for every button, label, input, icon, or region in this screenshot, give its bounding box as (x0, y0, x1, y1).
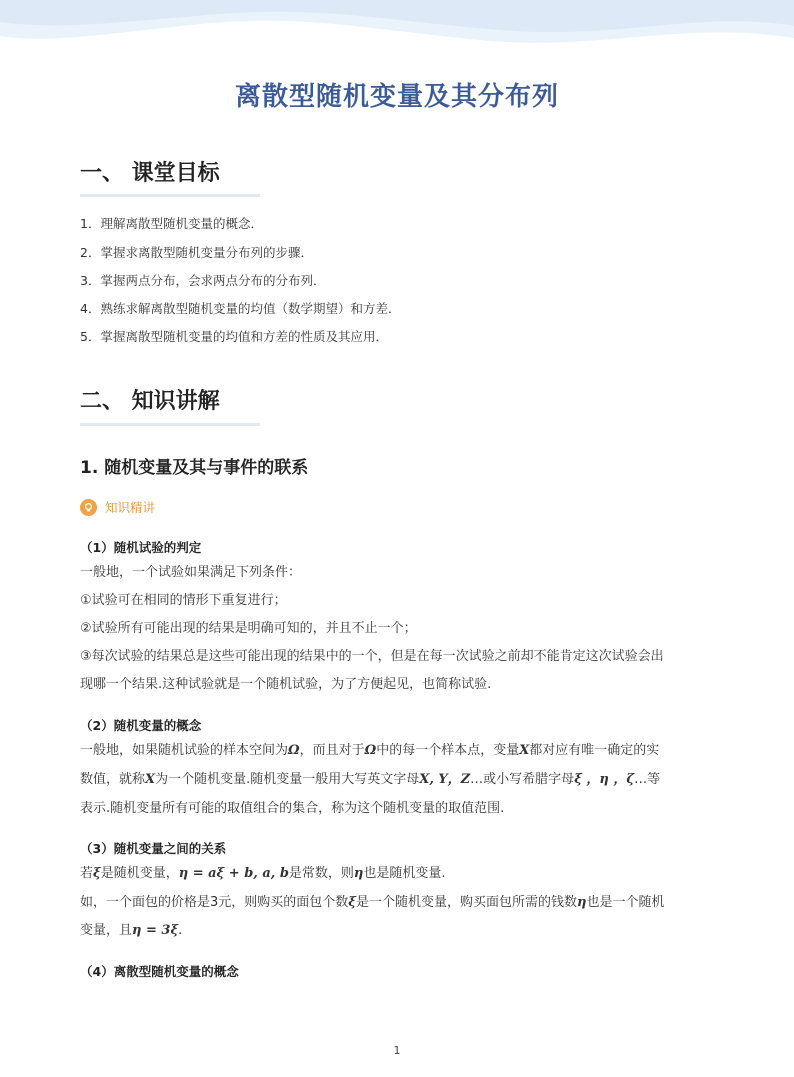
body-line: 若ξ是随机变量，η = aξ + b, a, b是常数，则η也是随机变量. (80, 866, 446, 881)
body-line: ①试验可在相同的情形下重复进行； (80, 593, 287, 608)
math-x: X (519, 743, 530, 758)
math-greek: ξ ，η ，ζ (574, 772, 635, 787)
section-underline (80, 423, 260, 426)
math-formula: η = 3ξ (132, 923, 179, 938)
math-omega: Ω (288, 743, 300, 758)
body-line: 数值，就称X为一个随机变量.随机变量一般用大写英文字母X, Y，Z…或小写希腊字母ξ ，η ，ζ…等 (80, 772, 661, 787)
paragraph-title: （4）离散型随机变量的概念 (80, 964, 239, 979)
goal-item: 4．熟练求解离散型随机变量的均值（数学期望）和方差． (80, 301, 401, 316)
paragraph-title: （3）随机变量之间的关系 (80, 841, 227, 856)
goal-item: 1．理解离散型随机变量的概念． (80, 216, 263, 231)
math-eta: η (353, 866, 364, 881)
body-line: 变量，且η = 3ξ. (80, 923, 183, 938)
subsection-heading: 1. 随机变量及其与事件的联系 (80, 458, 309, 478)
goal-item: 5．掌握离散型随机变量的均值和方差的性质及其应用． (80, 329, 388, 344)
goal-item: 2．掌握求离散型随机变量分布列的步骤． (80, 245, 313, 260)
lightbulb-icon (80, 499, 97, 516)
body-line: 一般地，如果随机试验的样本空间为Ω，而且对于Ω中的每一个样本点，变量X都对应有唯一确定的实 (80, 743, 660, 758)
body-line: 表示.随机变量所有可能的取值组合的集合，称为这个随机变量的取值范围. (80, 801, 505, 816)
math-formula: η = aξ + b, a, b (178, 866, 289, 881)
math-omega: Ω (364, 743, 377, 758)
page-number: 1 (393, 1044, 401, 1057)
section-heading-knowledge: 二、 知识讲解 (80, 389, 220, 414)
goal-item: 3．掌握两点分布，会求两点分布的分布列． (80, 273, 326, 288)
document-title: 离散型随机变量及其分布列 (234, 82, 559, 112)
math-xi: ξ (93, 866, 101, 881)
section-heading-goals: 一、 课堂目标 (80, 161, 220, 186)
math-xi: ξ (348, 895, 356, 910)
math-x: X (145, 772, 156, 787)
body-line: ③每次试验的结果总是这些可能出现的结果中的一个，但是在每一次试验之前却不能肯定这次试验会出 (80, 649, 664, 664)
body-line: 如，一个面包的价格是3元，则购买的面包个数ξ是一个随机变量，购买面包所需的钱数η也是一个随机 (80, 895, 665, 910)
section-underline (80, 194, 260, 197)
math-xyz: X, Y，Z (419, 772, 471, 787)
header-wave-decoration (0, 0, 794, 60)
math-eta: η (577, 895, 587, 910)
paragraph-title: （1）随机试验的判定 (80, 540, 202, 555)
body-line: 一般地，一个试验如果满足下列条件： (80, 565, 302, 580)
knowledge-badge (80, 498, 155, 516)
body-line: 现哪一个结果.这种试验就是一个随机试验，为了方便起见，也简称试验. (80, 677, 492, 692)
badge-label: 知识精讲 (105, 500, 156, 515)
body-line: ②试验所有可能出现的结果是明确可知的，并且不止一个； (80, 621, 417, 636)
paragraph-title: （2）随机变量的概念 (80, 718, 202, 733)
